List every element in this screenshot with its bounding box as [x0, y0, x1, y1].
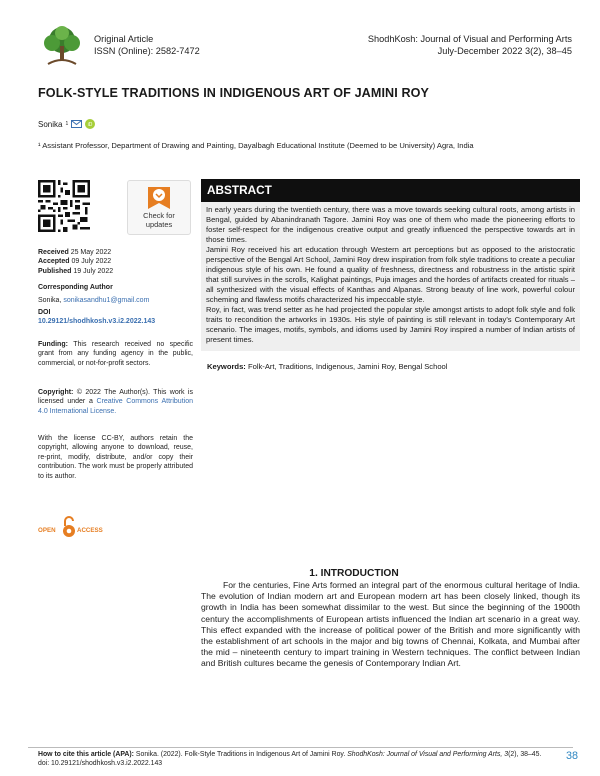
article-type: Original Article [94, 34, 154, 44]
copyright-label: Copyright: [38, 389, 74, 396]
author-name: Sonika [38, 119, 63, 129]
received-date: 25 May 2022 [70, 249, 112, 256]
header-left [94, 33, 200, 57]
funding-block [38, 340, 193, 368]
copyright-text: © 2022 The Author(s). This work is licensed under a [38, 389, 193, 406]
published-label: Published [38, 267, 72, 275]
badge-line2: updates [145, 219, 173, 229]
abstract-paragraph-1: In early years during the twentieth century, there was a move towards seeking cultural roots, among artists in Bengal, guided by Abanindranath Tagore. Jamini Roy was one of them who made the pioneering efforts to foster self-respect for the indigenous creative output and greatly influenced the perspective towards art in those times. [206, 205, 575, 244]
accepted-date: 09 July 2022 [71, 258, 112, 266]
citation-footer [38, 750, 548, 769]
qr-code [38, 180, 90, 232]
doi-label: DOI [38, 308, 51, 316]
issn: ISSN (Online): 2582-7472 [94, 46, 200, 56]
corresponding-email[interactable]: sonikasandhu1@gmail.com [63, 297, 150, 305]
dates-block [38, 248, 193, 276]
article-title: FOLK-STYLE TRADITIONS IN INDIGENOUS ART OF JAMINI ROY [38, 86, 430, 100]
abstract-heading: ABSTRACT [201, 179, 580, 202]
bookmark-icon [145, 184, 173, 212]
open-lock-icon [62, 516, 76, 538]
journal-logo [38, 24, 86, 68]
funding-label: Funding: [38, 341, 68, 348]
orcid-icon[interactable] [85, 119, 95, 129]
abstract-paragraph-3: Roy, in fact, was trend setter as he had projected the popular style amongst artists to adopt folk style and folk traits to recondition the artworks in 1930s. His style of painting is still relevant in today's Contemporary Art scenario. The images, motifs, symbols, and idioms used by Jamini Roy inspired a number of Indian artists of present times. [206, 305, 575, 344]
doi-link[interactable]: 10.29121/shodhkosh.v3.i2.2022.143 [38, 318, 156, 326]
copyright-block [38, 388, 193, 416]
introduction-heading: 1. INTRODUCTION [309, 568, 399, 579]
email-icon[interactable] [71, 120, 82, 128]
citation-label: How to cite this article (APA): [38, 751, 134, 758]
page-number: 38 [565, 750, 578, 762]
license-link[interactable]: Creative Commons Attribution 4.0 International License. [38, 398, 193, 415]
journal-name: ShodhKosh: Journal of Visual and Performing Arts [367, 34, 572, 44]
open-label: OPEN [38, 527, 56, 534]
abstract-paragraph-2: Jamini Roy received his art education through Western art perceptions but as opposed to the aristocratic perspective of the Bengal Art School, Jamini Roy drew inspiration from folk style traditions to create a peculiar indigenous style of his own. He found a quality of freshness, directness and robustness in the artistic spirit that still survives in the scrolls, Kalighat paintings, Puja images and the hordes of artifacts created for rituals – all synthesized with the visual effects of Kanthas and Alpanas. Strong beauty of line work, powerful colour scheming and flawless motifs characterized his impeccable style. [206, 245, 575, 304]
citation-journal: ShodhKosh: Journal of Visual and Performing Arts, 3 [347, 751, 509, 758]
badge-line1: Check for [143, 211, 175, 220]
introduction-text: For the centuries, Fine Arts formed an integral part of the enormous cultural heritage of India. The evolution of Indian modern art and European modern art has been closely linked, though its growth in India has been somewhat dissimilar to the west. But since the beginning of the 1900th century the accomplishments of European artists influenced the Indian art scenario in a great way. This effect expanded with the increase of political power of the British and more significantly with the establishment of art schools in the major and big towns of Chennai, Kolkata, and Mumbai after the mid – nineteenth century to impart training in Western techniques. The conflict between Indian and British cultures became the genesis of Contemporary Indian Art. [201, 580, 580, 669]
check-for-updates-badge[interactable] [127, 180, 191, 235]
author-affil-marker: 1 [65, 121, 69, 127]
funding-text: This research received no specific grant from any funding agency in the public, commercial, or not-for-profit sectors. [38, 341, 193, 367]
journal-issue: July-December 2022 3(2), 38–45 [437, 46, 572, 56]
corresponding-block [38, 283, 193, 327]
header-right [368, 33, 572, 57]
svg-text:iD: iD [87, 122, 93, 128]
corresponding-name: Sonika, [38, 297, 62, 305]
affiliation: ¹ Assistant Professor, Department of Drawing and Painting, Dayalbagh Educational Institute (Deemed to be University) Agra, India [38, 141, 474, 150]
citation-rest: (2), 38–45. doi: 10.29121/shodhkosh.v3.i2.2022.143 [38, 751, 542, 768]
open-access-logo [38, 516, 118, 544]
access-label: ACCESS [77, 527, 103, 534]
keywords-label: Keywords: [207, 362, 246, 371]
accepted-label: Accepted [38, 258, 70, 266]
license-text: With the license CC-BY, authors retain the copyright, allowing anyone to download, reuse, re-print, modify, distribute, and/or copy their contribution. The work must be properly attributed to its author. [38, 435, 193, 480]
keywords-text: Folk-Art, Traditions, Indigenous, Jamini Roy, Bengal School [247, 362, 448, 371]
citation-text: Sonika. (2022). Folk-Style Traditions in Indigenous Art of Jamini Roy. [135, 751, 346, 758]
abstract-body [201, 202, 580, 351]
received-label: Received [38, 249, 69, 256]
author-line [38, 119, 95, 129]
footer-divider [28, 747, 573, 748]
published-date: 19 July 2022 [73, 267, 114, 275]
corresponding-label: Corresponding Author [38, 284, 113, 291]
keywords [207, 362, 447, 371]
